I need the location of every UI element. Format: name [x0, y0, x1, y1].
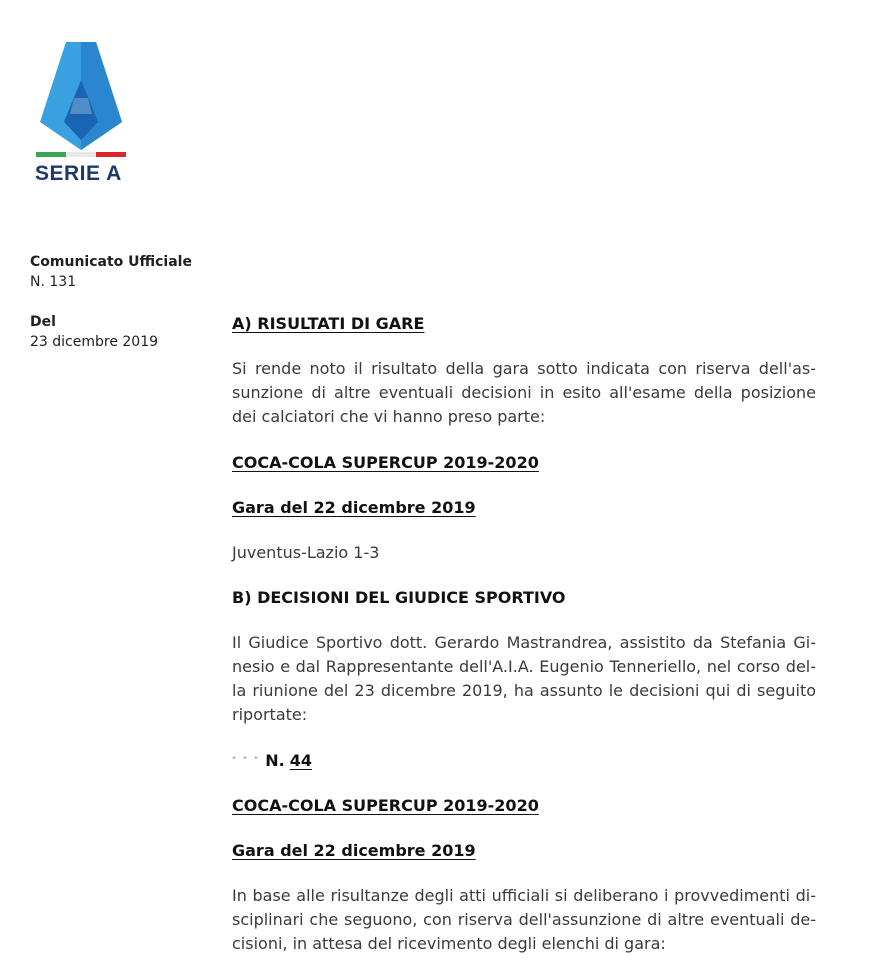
- closing-paragraph: In base alle risultanze degli atti ufficiali si deliberano i provvedimenti di-sciplinari che seguono, con riserva dell'assunzione di altre eventuali de-cisioni, in attesa del ricevimento degli elenchi di gara:: [232, 886, 816, 953]
- competition-title-2: COCA-COLA SUPERCUP 2019-2020: [232, 796, 539, 815]
- del-label: Del: [30, 314, 56, 330]
- match-result: Juventus-Lazio 1-3: [232, 543, 380, 562]
- comunicato-label: Comunicato Ufficiale: [30, 254, 192, 270]
- main-content: [232, 312, 816, 956]
- match-date-1: Gara del 22 dicembre 2019: [232, 498, 476, 517]
- decision-number: 44: [289, 751, 313, 770]
- decision-number-line: [232, 749, 816, 773]
- decision-prefix: N.: [265, 751, 285, 770]
- comunicato-block: [30, 252, 192, 292]
- serie-a-emblem-icon: [36, 40, 126, 158]
- section-b-title: B) DECISIONI DEL GIUDICE SPORTIVO: [232, 588, 566, 607]
- section-a-intro: Si rende noto il risultato della gara sotto indicata con riserva dell'as-sunzione di altre eventuali decisioni in esito all'esame della posizione dei calciatori che vi hanno preso parte:: [232, 359, 816, 426]
- section-a-title: A) RISULTATI DI GARE: [232, 314, 425, 333]
- document-date: 23 dicembre 2019: [30, 334, 159, 350]
- decision-quotes: " " ": [232, 756, 261, 766]
- serie-a-logo: [30, 40, 130, 190]
- competition-title-1: COCA-COLA SUPERCUP 2019-2020: [232, 453, 539, 472]
- match-date-2: Gara del 22 dicembre 2019: [232, 841, 476, 860]
- date-block: [30, 312, 158, 352]
- serie-a-wordmark: SERIE A: [35, 162, 122, 185]
- section-b-intro: Il Giudice Sportivo dott. Gerardo Mastrandrea, assistito da Stefania Gi-nesio e dal Rappresentante dell'A.I.A. Eugenio Tenneriello, nel corso del-la riunione del 23 dicembre 2019, ha assunto le decisioni qui di seguito riportate:: [232, 633, 816, 724]
- comunicato-number: N. 131: [30, 274, 77, 290]
